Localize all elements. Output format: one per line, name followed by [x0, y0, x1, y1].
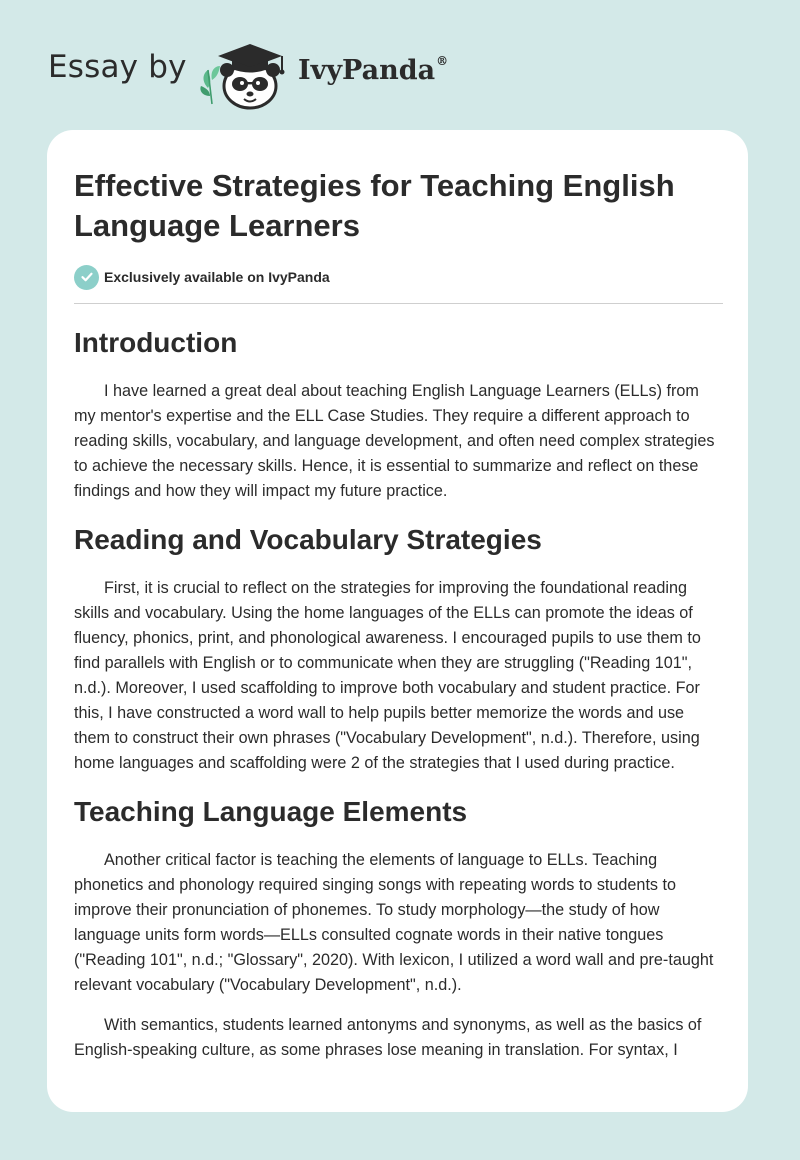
- registered-mark: ®: [436, 54, 449, 68]
- divider: [74, 303, 723, 304]
- section-heading: Teaching Language Elements: [74, 796, 468, 827]
- essay-title: Effective Strategies for Teaching English Language Learners: [74, 168, 675, 243]
- section-introduction: [74, 322, 724, 504]
- section-language-elements: [74, 791, 724, 1063]
- section-heading: Reading and Vocabulary Strategies: [74, 524, 542, 555]
- brand-name[interactable]: [298, 54, 449, 86]
- paragraph: First, it is crucial to reflect on the strategies for improving the foundational reading skills and vocabulary. Using the home languages of the ELLs can promote the ideas of fluency, phonics, print, and phonological awareness. I encouraged pupils to use them to find parallels with English or to communicate when they are struggling ("Reading 101", n.d.). Moreover, I used scaffolding to improve both vocabulary and student practice. For this, I have constructed a word wall to help pupils better memorize the words and use them to construct their own phrases ("Vocabulary Development", n.d.). Therefore, using home languages and scaffolding were 2 of the strategies that I used during practice.: [74, 579, 701, 772]
- essay-body: [74, 322, 724, 1078]
- essay-by-label: Essay by: [48, 49, 187, 85]
- site-header: [0, 0, 800, 130]
- essay-card: [47, 130, 748, 1112]
- brand-text: IvyPanda: [298, 55, 436, 86]
- exclusive-badge: [74, 264, 330, 290]
- check-icon: [74, 265, 99, 290]
- section-heading: Introduction: [74, 327, 238, 358]
- panda-graduation-cap-icon[interactable]: [198, 36, 294, 112]
- paragraph: Another critical factor is teaching the elements of language to ELLs. Teaching phonetics and phonology required singing songs with repeating words to students to improve their pronunciation of phonemes. To study morphology—the study of how language units form words—ELLs consulted cognate words in their native tongues ("Reading 101", n.d.; "Glossary", 2020). With lexicon, I utilized a word wall and pre-taught relevant vocabulary ("Vocabulary Development", n.d.).: [74, 851, 714, 994]
- paragraph: I have learned a great deal about teaching English Language Learners (ELLs) from my mentor's expertise and the ELL Case Studies. They require a different approach to reading skills, vocabulary, and language development, and often need complex strategies to achieve the necessary skills. Hence, it is essential to summarize and reflect on these findings and how they will impact my future practice.: [74, 382, 715, 500]
- paragraph: With semantics, students learned antonyms and synonyms, as well as the basics of English-speaking culture, as some phrases lose meaning in translation. For syntax, I: [74, 1016, 702, 1059]
- section-reading-vocabulary: [74, 519, 724, 776]
- exclusive-label: Exclusively available on IvyPanda: [104, 269, 330, 285]
